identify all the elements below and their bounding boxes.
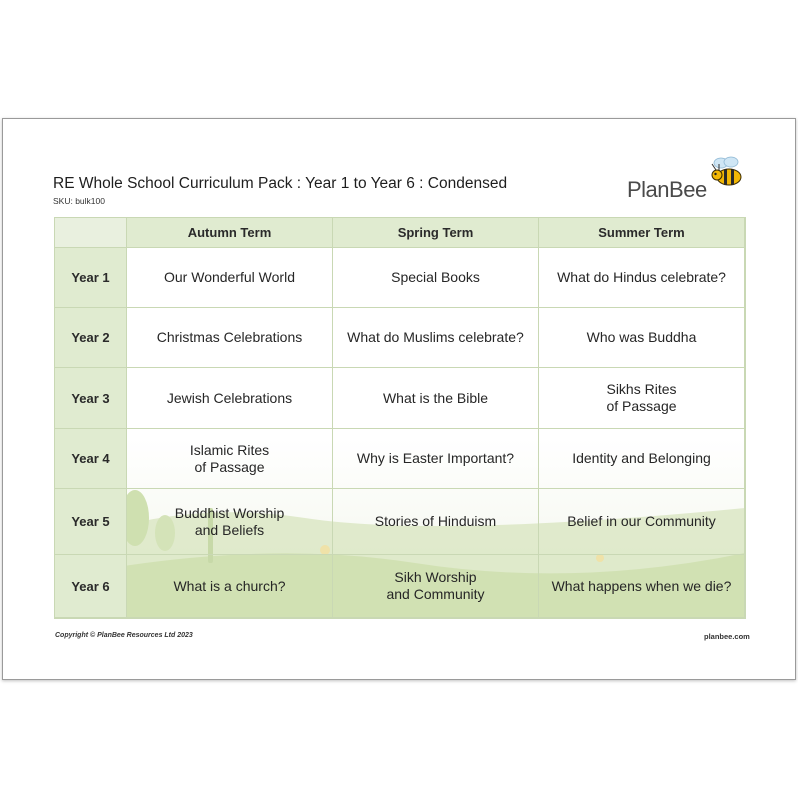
row-header-year-2: Year 2: [55, 308, 127, 368]
table-cell: Belief in our Community: [539, 489, 745, 555]
sku-label: SKU: bulk100: [53, 196, 105, 206]
column-header-1: Autumn Term: [127, 218, 333, 248]
table-cell: What do Muslims celebrate?: [333, 308, 539, 368]
row-header-year-5: Year 5: [55, 489, 127, 555]
table-cell: Identity and Belonging: [539, 429, 745, 489]
table-cell: What do Hindus celebrate?: [539, 248, 745, 308]
table-corner-cell: [55, 218, 127, 248]
curriculum-sheet: [2, 118, 796, 680]
page-title: RE Whole School Curriculum Pack : Year 1 to Year 6 : Condensed: [53, 175, 508, 192]
table-cell: Jewish Celebrations: [127, 368, 333, 429]
bee-icon: [707, 155, 751, 191]
copyright-text: Copyright © PlanBee Resources Ltd 2023: [55, 632, 193, 639]
website-text: planbee.com: [704, 632, 750, 641]
row-header-year-6: Year 6: [55, 555, 127, 618]
table-cell: Our Wonderful World: [127, 248, 333, 308]
logo-text: PlanBee: [627, 177, 707, 202]
column-header-2: Spring Term: [333, 218, 539, 248]
table-cell: Sikh Worship and Community: [333, 555, 539, 618]
table-cell: What is a church?: [127, 555, 333, 618]
curriculum-table: [54, 217, 746, 619]
column-header-3: Summer Term: [539, 218, 745, 248]
table-cell: Why is Easter Important?: [333, 429, 539, 489]
table-cell: Christmas Celebrations: [127, 308, 333, 368]
table-cell: What happens when we die?: [539, 555, 745, 618]
row-header-year-4: Year 4: [55, 429, 127, 489]
planbee-logo: [625, 155, 755, 205]
row-header-year-1: Year 1: [55, 248, 127, 308]
table-cell: Buddhist Worship and Beliefs: [127, 489, 333, 555]
table-cell: Stories of Hinduism: [333, 489, 539, 555]
table-cell: Sikhs Rites of Passage: [539, 368, 745, 429]
table-cell: What is the Bible: [333, 368, 539, 429]
table-cell: Who was Buddha: [539, 308, 745, 368]
row-header-year-3: Year 3: [55, 368, 127, 429]
table-cell: Special Books: [333, 248, 539, 308]
table-cell: Islamic Rites of Passage: [127, 429, 333, 489]
